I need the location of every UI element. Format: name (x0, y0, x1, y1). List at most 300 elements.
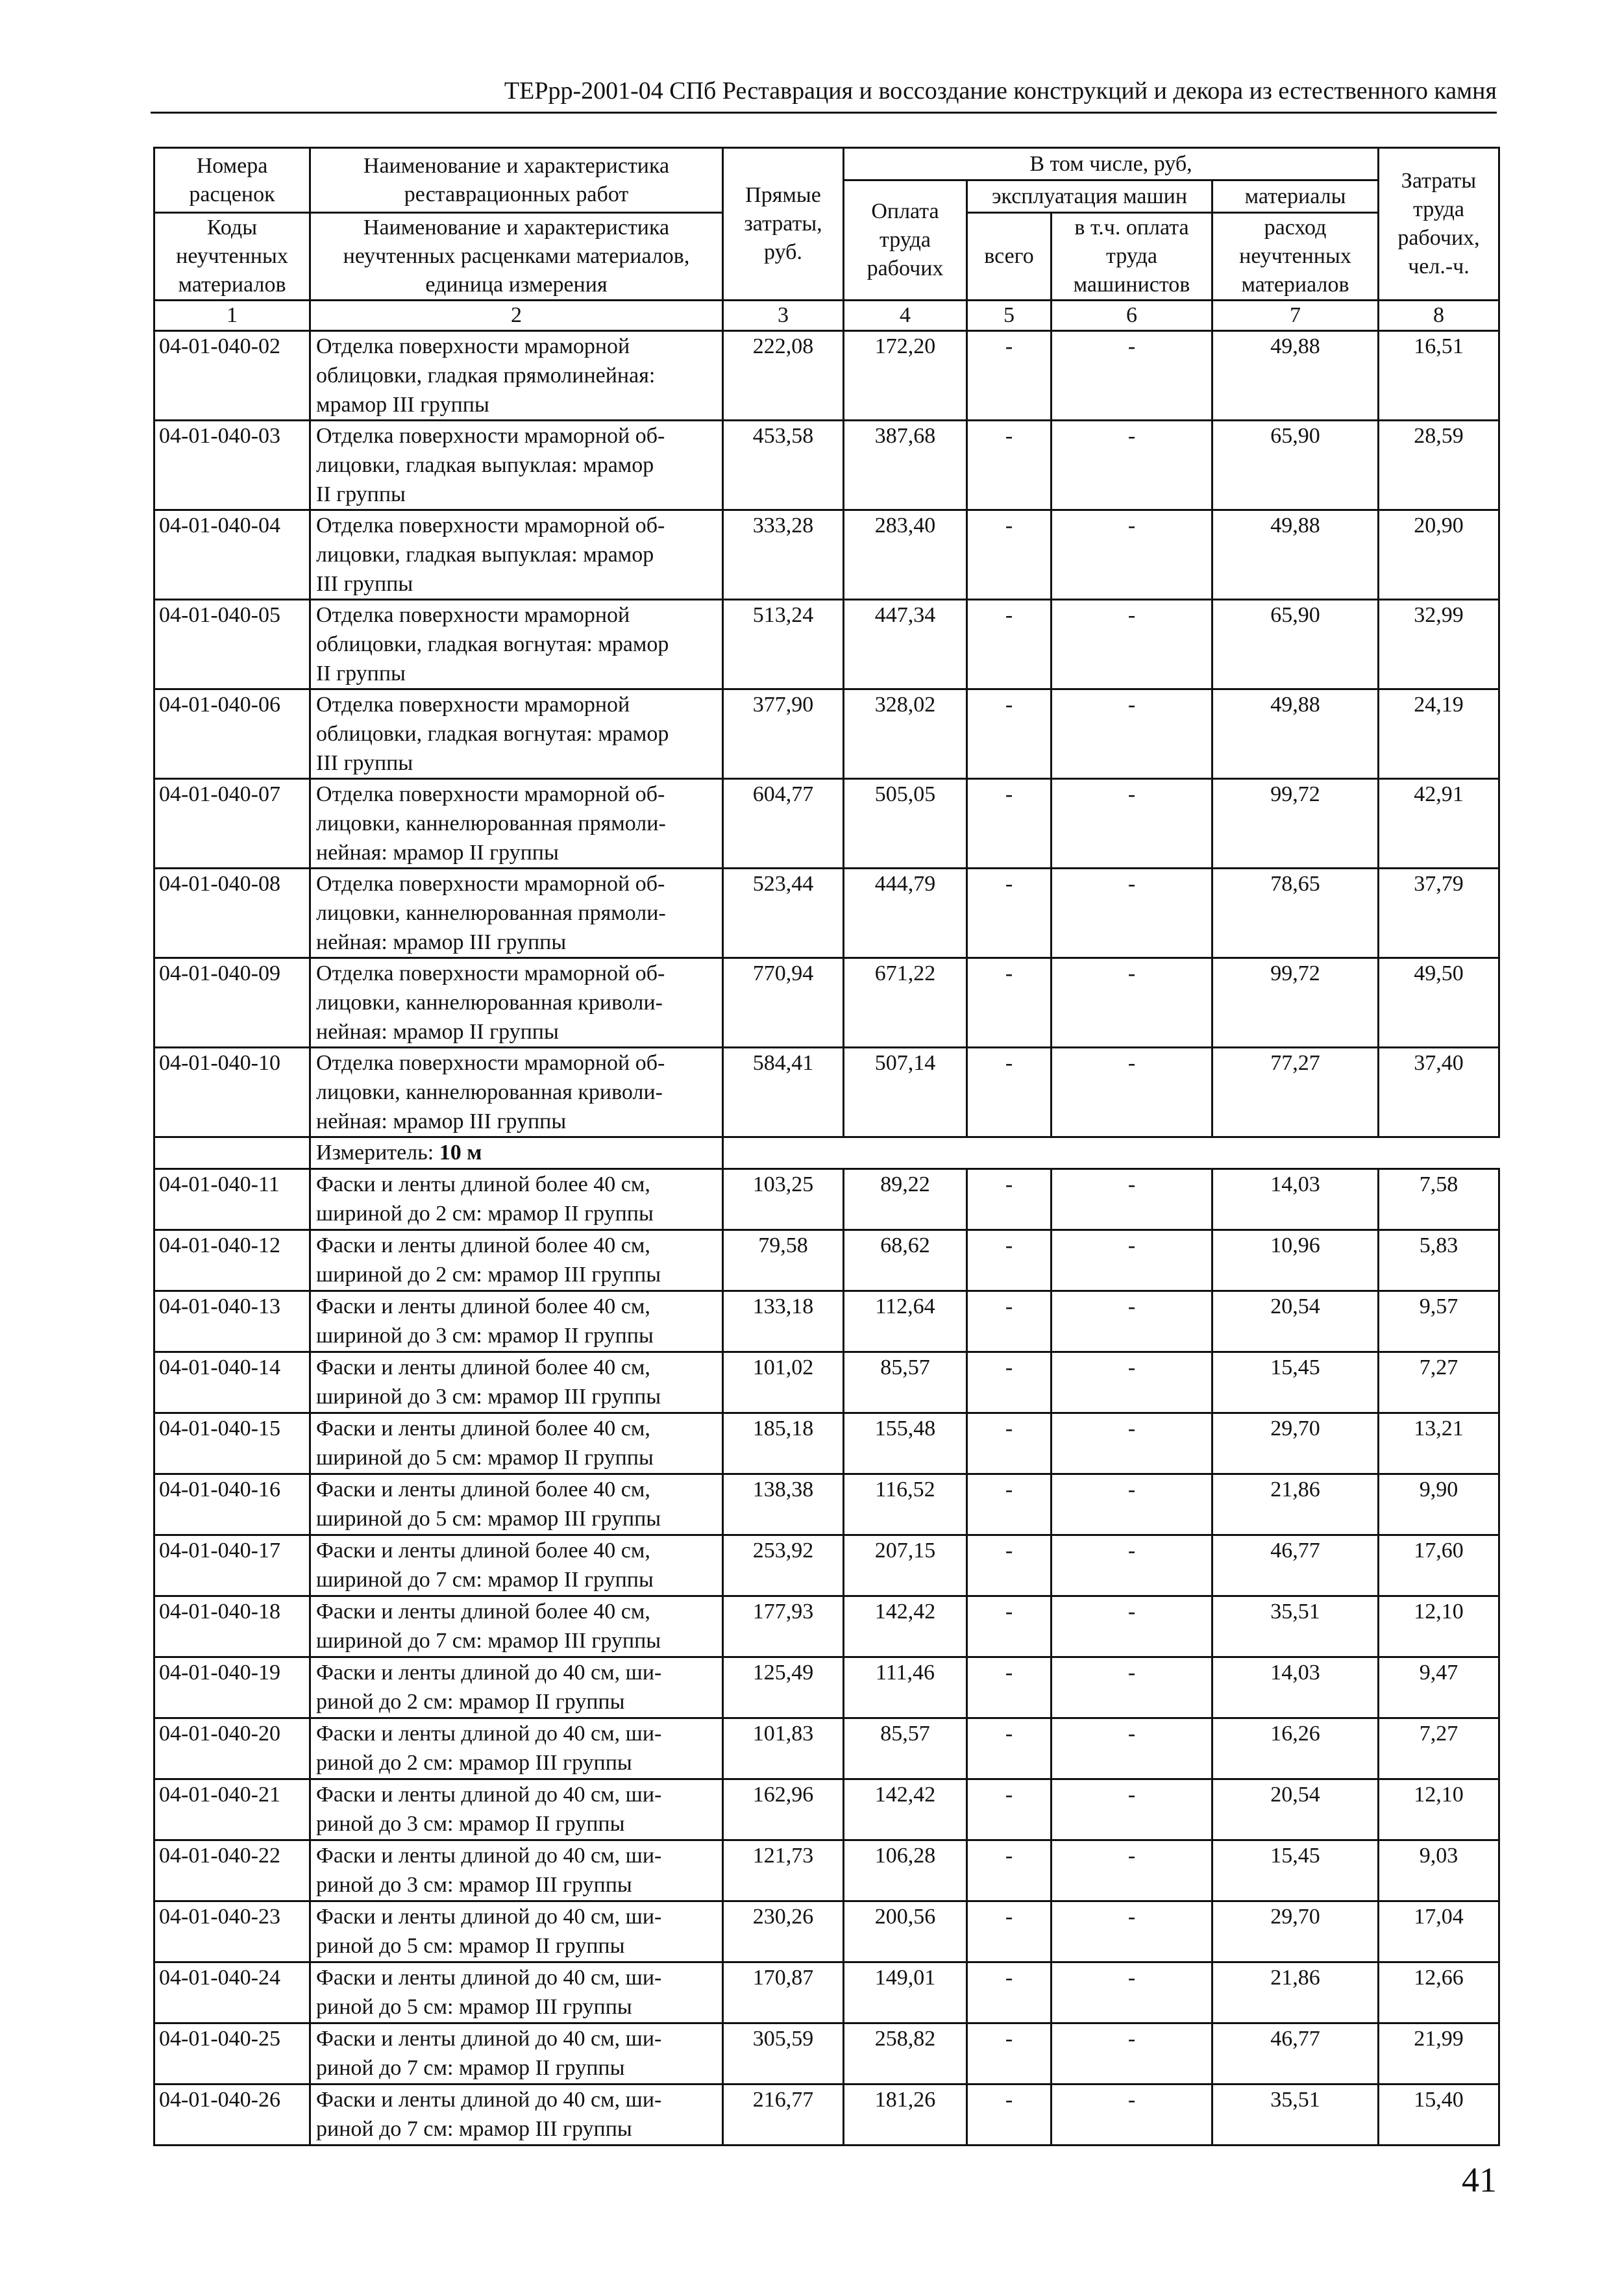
head-material-names: Наименование и характеристика неучтенных расценками материалов, единица измерения (310, 213, 723, 301)
materials-cost: 21,86 (1212, 1474, 1379, 1535)
materials-cost: 49,88 (1212, 689, 1379, 779)
labor-hours: 17,60 (1379, 1535, 1499, 1596)
worker-pay: 671,22 (844, 958, 967, 1048)
description-line: риной до 3 см: мрамор II группы (316, 1812, 625, 1836)
head-machines-total: всего (967, 213, 1052, 301)
description-line: шириной до 5 см: мрамор III группы (316, 1507, 661, 1531)
machines-total: - (967, 689, 1052, 779)
machines-total: - (967, 331, 1052, 421)
table-row (154, 1169, 1499, 1230)
worker-pay: 85,57 (844, 1718, 967, 1779)
header-rule (151, 112, 1497, 114)
description-line: Фаски и ленты длиной до 40 см, ши- (316, 2088, 662, 2112)
column-number: 8 (1379, 301, 1499, 331)
materials-cost: 46,77 (1212, 2023, 1379, 2084)
direct-costs: 770,94 (723, 958, 844, 1048)
machines-total: - (967, 1230, 1052, 1291)
work-description (310, 1535, 723, 1596)
direct-costs: 103,25 (723, 1169, 844, 1230)
operator-pay: - (1052, 510, 1212, 600)
description-line: Фаски и ленты длиной до 40 см, ши- (316, 2027, 662, 2051)
operator-pay: - (1052, 1230, 1212, 1291)
work-description (310, 779, 723, 869)
work-description (310, 1779, 723, 1840)
operator-pay: - (1052, 2084, 1212, 2146)
table-body-section-a (154, 331, 1499, 1137)
direct-costs: 222,08 (723, 331, 844, 421)
description-line: шириной до 2 см: мрамор II группы (316, 1202, 654, 1226)
direct-costs: 513,24 (723, 600, 844, 689)
labor-hours: 9,57 (1379, 1291, 1499, 1352)
direct-costs: 170,87 (723, 1962, 844, 2023)
work-description (310, 510, 723, 600)
rate-code: 04-01-040-23 (154, 1901, 310, 1962)
machines-total: - (967, 2084, 1052, 2146)
materials-cost: 65,90 (1212, 600, 1379, 689)
description-line: лицовки, каннелюрованная прямоли- (316, 901, 666, 925)
work-description (310, 1230, 723, 1291)
labor-hours: 7,27 (1379, 1352, 1499, 1413)
worker-pay: 111,46 (844, 1657, 967, 1718)
labor-hours: 7,58 (1379, 1169, 1499, 1230)
labor-hours: 28,59 (1379, 421, 1499, 510)
table-row (154, 331, 1499, 421)
rate-code: 04-01-040-05 (154, 600, 310, 689)
description-line: лицовки, гладкая выпуклая: мрамор (316, 453, 654, 477)
description-line: Отделка поверхности мраморной (316, 334, 630, 358)
machines-total: - (967, 1413, 1052, 1474)
materials-cost: 29,70 (1212, 1901, 1379, 1962)
machines-total: - (967, 1840, 1052, 1901)
table-row (154, 421, 1499, 510)
direct-costs: 333,28 (723, 510, 844, 600)
rate-code: 04-01-040-08 (154, 869, 310, 958)
description-line: облицовки, гладкая вогнутая: мрамор (316, 632, 669, 656)
operator-pay: - (1052, 1474, 1212, 1535)
labor-hours: 24,19 (1379, 689, 1499, 779)
rate-code: 04-01-040-12 (154, 1230, 310, 1291)
worker-pay: 283,40 (844, 510, 967, 600)
operator-pay: - (1052, 1535, 1212, 1596)
materials-cost: 14,03 (1212, 1169, 1379, 1230)
labor-hours: 21,99 (1379, 2023, 1499, 2084)
labor-hours: 12,66 (1379, 1962, 1499, 2023)
worker-pay: 89,22 (844, 1169, 967, 1230)
machines-total: - (967, 1657, 1052, 1718)
description-line: Отделка поверхности мраморной (316, 603, 630, 627)
table-row (154, 1352, 1499, 1413)
worker-pay: 200,56 (844, 1901, 967, 1962)
description-line: III группы (316, 751, 413, 775)
rate-code: 04-01-040-13 (154, 1291, 310, 1352)
materials-cost: 99,72 (1212, 958, 1379, 1048)
table-row (154, 1230, 1499, 1291)
table-row (154, 958, 1499, 1048)
table-row (154, 1596, 1499, 1657)
direct-costs: 305,59 (723, 2023, 844, 2084)
materials-cost: 35,51 (1212, 2084, 1379, 2146)
description-line: Отделка поверхности мраморной об- (316, 424, 665, 448)
operator-pay: - (1052, 1962, 1212, 2023)
direct-costs: 162,96 (723, 1779, 844, 1840)
description-line: лицовки, каннелюрованная криволи- (316, 991, 663, 1015)
meter-value: 10 м (439, 1141, 482, 1165)
description-line: риной до 3 см: мрамор III группы (316, 1873, 632, 1897)
table-row (154, 1048, 1499, 1137)
direct-costs: 133,18 (723, 1291, 844, 1352)
direct-costs: 584,41 (723, 1048, 844, 1137)
description-line: мрамор III группы (316, 393, 489, 417)
table-row (154, 869, 1499, 958)
column-number: 1 (154, 301, 310, 331)
operator-pay: - (1052, 689, 1212, 779)
description-line: Фаски и ленты длиной более 40 см, (316, 1478, 650, 1502)
machines-total: - (967, 2023, 1052, 2084)
materials-cost: 77,27 (1212, 1048, 1379, 1137)
table-row (154, 2023, 1499, 2084)
worker-pay: 505,05 (844, 779, 967, 869)
description-line: Отделка поверхности мраморной об- (316, 1051, 665, 1075)
description-line: Отделка поверхности мраморной об- (316, 961, 665, 985)
operator-pay: - (1052, 1840, 1212, 1901)
machines-total: - (967, 600, 1052, 689)
labor-hours: 49,50 (1379, 958, 1499, 1048)
work-description (310, 869, 723, 958)
labor-hours: 32,99 (1379, 600, 1499, 689)
rate-code: 04-01-040-17 (154, 1535, 310, 1596)
head-including: В том числе, руб, (844, 148, 1379, 180)
column-number: 6 (1052, 301, 1212, 331)
description-line: Фаски и ленты длиной более 40 см, (316, 1172, 650, 1196)
worker-pay: 507,14 (844, 1048, 967, 1137)
machines-total: - (967, 510, 1052, 600)
operator-pay: - (1052, 958, 1212, 1048)
description-line: риной до 5 см: мрамор II группы (316, 1934, 625, 1958)
direct-costs: 101,02 (723, 1352, 844, 1413)
description-line: Фаски и ленты длиной более 40 см, (316, 1416, 650, 1441)
machines-total: - (967, 1291, 1052, 1352)
description-line: Отделка поверхности мраморной об- (316, 513, 665, 538)
labor-hours: 5,83 (1379, 1230, 1499, 1291)
description-line: Фаски и ленты длиной до 40 см, ши- (316, 1905, 662, 1929)
rate-code: 04-01-040-07 (154, 779, 310, 869)
description-line: облицовки, гладкая вогнутая: мрамор (316, 722, 669, 746)
operator-pay: - (1052, 331, 1212, 421)
labor-hours: 37,79 (1379, 869, 1499, 958)
direct-costs: 523,44 (723, 869, 844, 958)
table-row (154, 1962, 1499, 2023)
work-description (310, 1840, 723, 1901)
column-number: 4 (844, 301, 967, 331)
machines-total: - (967, 1169, 1052, 1230)
description-line: шириной до 3 см: мрамор III группы (316, 1385, 661, 1409)
materials-cost: 15,45 (1212, 1840, 1379, 1901)
work-description (310, 1962, 723, 2023)
work-description (310, 1291, 723, 1352)
rate-code: 04-01-040-15 (154, 1413, 310, 1474)
labor-hours: 16,51 (1379, 331, 1499, 421)
rate-code: 04-01-040-24 (154, 1962, 310, 2023)
labor-hours: 37,40 (1379, 1048, 1499, 1137)
labor-hours: 17,04 (1379, 1901, 1499, 1962)
work-description (310, 1169, 723, 1230)
description-line: II группы (316, 482, 406, 506)
description-line: II группы (316, 662, 406, 686)
rate-code: 04-01-040-18 (154, 1596, 310, 1657)
description-line: шириной до 3 см: мрамор II группы (316, 1324, 654, 1348)
materials-cost: 29,70 (1212, 1413, 1379, 1474)
rate-code: 04-01-040-19 (154, 1657, 310, 1718)
description-line: нейная: мрамор II группы (316, 841, 559, 865)
column-number: 5 (967, 301, 1052, 331)
operator-pay: - (1052, 1048, 1212, 1137)
table-row (154, 1535, 1499, 1596)
table-row (154, 779, 1499, 869)
worker-pay: 181,26 (844, 2084, 967, 2146)
machines-total: - (967, 1779, 1052, 1840)
rate-code: 04-01-040-26 (154, 2084, 310, 2146)
description-line: шириной до 7 см: мрамор II группы (316, 1568, 654, 1592)
materials-cost: 78,65 (1212, 869, 1379, 958)
description-line: облицовки, гладкая прямолинейная: (316, 364, 656, 388)
description-line: Фаски и ленты длиной более 40 см, (316, 1539, 650, 1563)
description-line: шириной до 7 см: мрамор III группы (316, 1629, 661, 1653)
table-row (154, 1901, 1499, 1962)
worker-pay: 447,34 (844, 600, 967, 689)
table-row (154, 1291, 1499, 1352)
running-header: ТЕРрр-2001-04 СПб Реставрация и воссоздание конструкций и декора из естественного камня (504, 77, 1497, 105)
column-number: 3 (723, 301, 844, 331)
page-number: 41 (1462, 2160, 1497, 2199)
rate-code: 04-01-040-25 (154, 2023, 310, 2084)
description-line: Фаски и ленты длиной до 40 см, ши- (316, 1966, 662, 1990)
description-line: шириной до 5 см: мрамор II группы (316, 1446, 654, 1470)
operator-pay: - (1052, 1779, 1212, 1840)
description-line: риной до 5 см: мрамор III группы (316, 1995, 632, 2019)
description-line: лицовки, каннелюрованная криволи- (316, 1080, 663, 1104)
direct-costs: 216,77 (723, 2084, 844, 2146)
head-rate-numbers: Номера расценок (154, 148, 310, 213)
materials-cost: 15,45 (1212, 1352, 1379, 1413)
materials-cost: 99,72 (1212, 779, 1379, 869)
rate-code: 04-01-040-21 (154, 1779, 310, 1840)
machines-total: - (967, 958, 1052, 1048)
labor-hours: 9,90 (1379, 1474, 1499, 1535)
operator-pay: - (1052, 1596, 1212, 1657)
description-line: Фаски и ленты длиной более 40 см, (316, 1294, 650, 1318)
labor-hours: 20,90 (1379, 510, 1499, 600)
worker-pay: 106,28 (844, 1840, 967, 1901)
table-row (154, 1413, 1499, 1474)
direct-costs: 138,38 (723, 1474, 844, 1535)
description-line: риной до 7 см: мрамор II группы (316, 2056, 625, 2080)
description-line: Фаски и ленты длиной до 40 см, ши- (316, 1844, 662, 1868)
worker-pay: 155,48 (844, 1413, 967, 1474)
machines-total: - (967, 1352, 1052, 1413)
machines-total: - (967, 1596, 1052, 1657)
rate-code: 04-01-040-16 (154, 1474, 310, 1535)
table-row (154, 689, 1499, 779)
worker-pay: 112,64 (844, 1291, 967, 1352)
machines-total: - (967, 779, 1052, 869)
head-material-usage: расход неучтенных материалов (1212, 213, 1379, 301)
materials-cost: 14,03 (1212, 1657, 1379, 1718)
machines-total: - (967, 1535, 1052, 1596)
machines-total: - (967, 1048, 1052, 1137)
labor-hours: 9,47 (1379, 1657, 1499, 1718)
description-line: Отделка поверхности мраморной об- (316, 872, 665, 896)
worker-pay: 258,82 (844, 2023, 967, 2084)
rate-code: 04-01-040-04 (154, 510, 310, 600)
materials-cost: 49,88 (1212, 331, 1379, 421)
rate-code: 04-01-040-03 (154, 421, 310, 510)
rate-code: 04-01-040-14 (154, 1352, 310, 1413)
materials-cost: 65,90 (1212, 421, 1379, 510)
operator-pay: - (1052, 869, 1212, 958)
operator-pay: - (1052, 1901, 1212, 1962)
head-machines: эксплуатация машин (967, 180, 1212, 213)
machines-total: - (967, 1901, 1052, 1962)
operator-pay: - (1052, 1352, 1212, 1413)
work-description (310, 1352, 723, 1413)
description-line: нейная: мрамор III группы (316, 930, 567, 954)
direct-costs: 230,26 (723, 1901, 844, 1962)
operator-pay: - (1052, 1169, 1212, 1230)
worker-pay: 172,20 (844, 331, 967, 421)
materials-cost: 20,54 (1212, 1779, 1379, 1840)
description-line: риной до 2 см: мрамор II группы (316, 1690, 625, 1714)
table-row (154, 2084, 1499, 2146)
direct-costs: 101,83 (723, 1718, 844, 1779)
worker-pay: 68,62 (844, 1230, 967, 1291)
worker-pay: 142,42 (844, 1596, 967, 1657)
direct-costs: 453,58 (723, 421, 844, 510)
head-material-codes: Коды неучтенных материалов (154, 213, 310, 301)
rate-code: 04-01-040-06 (154, 689, 310, 779)
materials-cost: 10,96 (1212, 1230, 1379, 1291)
machines-total: - (967, 1962, 1052, 2023)
machines-total: - (967, 869, 1052, 958)
table-row (154, 1474, 1499, 1535)
labor-hours: 42,91 (1379, 779, 1499, 869)
description-line: риной до 2 см: мрамор III группы (316, 1751, 632, 1775)
work-description (310, 1048, 723, 1137)
work-description (310, 1901, 723, 1962)
worker-pay: 328,02 (844, 689, 967, 779)
table-row (154, 1718, 1499, 1779)
work-description (310, 600, 723, 689)
operator-pay: - (1052, 2023, 1212, 2084)
column-number: 2 (310, 301, 723, 331)
worker-pay: 387,68 (844, 421, 967, 510)
head-worker-pay: Оплата труда рабочих (844, 180, 967, 301)
operator-pay: - (1052, 1657, 1212, 1718)
rate-code: 04-01-040-09 (154, 958, 310, 1048)
head-direct-costs: Прямые затраты, руб. (723, 148, 844, 301)
work-description (310, 689, 723, 779)
column-numbers-row (154, 301, 1499, 331)
work-description (310, 331, 723, 421)
worker-pay: 207,15 (844, 1535, 967, 1596)
operator-pay: - (1052, 1718, 1212, 1779)
materials-cost: 16,26 (1212, 1718, 1379, 1779)
operator-pay: - (1052, 1413, 1212, 1474)
operator-pay: - (1052, 1291, 1212, 1352)
description-line: Фаски и ленты длиной более 40 см, (316, 1233, 650, 1257)
description-line: Отделка поверхности мраморной об- (316, 782, 665, 806)
labor-hours: 12,10 (1379, 1779, 1499, 1840)
machines-total: - (967, 1474, 1052, 1535)
direct-costs: 253,92 (723, 1535, 844, 1596)
operator-pay: - (1052, 421, 1212, 510)
rate-code: 04-01-040-02 (154, 331, 310, 421)
worker-pay: 142,42 (844, 1779, 967, 1840)
work-description (310, 1718, 723, 1779)
direct-costs: 185,18 (723, 1413, 844, 1474)
rate-code: 04-01-040-10 (154, 1048, 310, 1137)
direct-costs: 121,73 (723, 1840, 844, 1901)
meter-note (154, 1137, 1499, 1169)
worker-pay: 85,57 (844, 1352, 967, 1413)
labor-hours: 7,27 (1379, 1718, 1499, 1779)
table-row (154, 1657, 1499, 1718)
description-line: шириной до 2 см: мрамор III группы (316, 1263, 661, 1287)
description-line: нейная: мрамор II группы (316, 1020, 559, 1044)
table-row (154, 1840, 1499, 1901)
work-description (310, 2023, 723, 2084)
labor-hours: 9,03 (1379, 1840, 1499, 1901)
head-work-name: Наименование и характеристика реставрационных работ (310, 148, 723, 213)
description-line: Фаски и ленты длиной более 40 см, (316, 1600, 650, 1624)
labor-hours: 13,21 (1379, 1413, 1499, 1474)
work-description (310, 958, 723, 1048)
head-labor-hours: Затраты труда рабочих, чел.-ч. (1379, 148, 1499, 301)
operator-pay: - (1052, 600, 1212, 689)
labor-hours: 15,40 (1379, 2084, 1499, 2146)
materials-cost: 35,51 (1212, 1596, 1379, 1657)
work-description (310, 1657, 723, 1718)
description-line: лицовки, гладкая выпуклая: мрамор (316, 543, 654, 567)
table-row (154, 600, 1499, 689)
worker-pay: 149,01 (844, 1962, 967, 2023)
meter-label: Измеритель: 10 м (310, 1137, 723, 1169)
work-description (310, 1413, 723, 1474)
head-materials: материалы (1212, 180, 1379, 213)
head-operator-pay: в т.ч. оплата труда машинистов (1052, 213, 1212, 301)
description-line: риной до 7 см: мрамор III группы (316, 2117, 632, 2141)
description-line: нейная: мрамор III группы (316, 1109, 567, 1133)
description-line: Фаски и ленты длиной до 40 см, ши- (316, 1722, 662, 1746)
machines-total: - (967, 1718, 1052, 1779)
worker-pay: 444,79 (844, 869, 967, 958)
description-line: Отделка поверхности мраморной (316, 693, 630, 717)
work-description (310, 2084, 723, 2146)
materials-cost: 21,86 (1212, 1962, 1379, 2023)
table-row (154, 1779, 1499, 1840)
worker-pay: 116,52 (844, 1474, 967, 1535)
rate-code: 04-01-040-22 (154, 1840, 310, 1901)
materials-cost: 49,88 (1212, 510, 1379, 600)
direct-costs: 377,90 (723, 689, 844, 779)
materials-cost: 46,77 (1212, 1535, 1379, 1596)
materials-cost: 20,54 (1212, 1291, 1379, 1352)
table-body-section-b (154, 1169, 1499, 2146)
description-line: III группы (316, 572, 413, 596)
direct-costs: 177,93 (723, 1596, 844, 1657)
description-line: Фаски и ленты длиной до 40 см, ши- (316, 1783, 662, 1807)
column-number: 7 (1212, 301, 1379, 331)
description-line: Фаски и ленты длиной более 40 см, (316, 1355, 650, 1379)
